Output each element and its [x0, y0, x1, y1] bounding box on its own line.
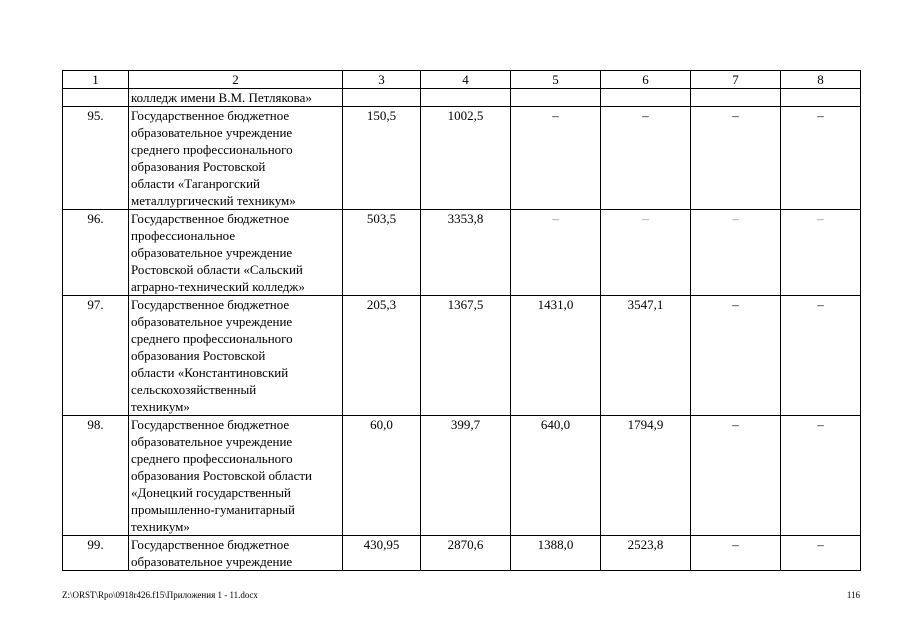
col6-value: – [601, 107, 691, 210]
col4-value: 1367,5 [421, 296, 511, 416]
col3-value: 430,95 [343, 536, 421, 571]
col7-value: – [691, 536, 781, 571]
col7-value: – [691, 416, 781, 536]
institution-name: Государственное бюджетное образовательное учреждение среднего профессионального образования Ростовской области «Таганрогский металлургический техникум» [129, 107, 343, 210]
header-cell: 8 [781, 71, 861, 89]
row-number: 95. [63, 107, 129, 210]
page-number: 116 [846, 590, 860, 600]
header-cell: 5 [511, 71, 601, 89]
header-cell: 2 [129, 71, 343, 89]
col5-value: – [511, 210, 601, 296]
row-number: 98. [63, 416, 129, 536]
file-path: Z:\ORST\Rpo\0918r426.f15\Приложения 1 - 11.docx [62, 590, 258, 600]
col7-value: – [691, 107, 781, 210]
header-cell: 7 [691, 71, 781, 89]
col5-value: – [511, 107, 601, 210]
col3-value: 60,0 [343, 416, 421, 536]
row-number: 97. [63, 296, 129, 416]
table-row [63, 416, 861, 536]
institution-name: Государственное бюджетное профессиональное образовательное учреждение Ростовской области «Сальский аграрно-технический колледж» [129, 210, 343, 296]
col3-value: 150,5 [343, 107, 421, 210]
col6-value: 2523,8 [601, 536, 691, 571]
col3-value: 503,5 [343, 210, 421, 296]
col4-value: 399,7 [421, 416, 511, 536]
row-number: 99. [63, 536, 129, 571]
row-number: 96. [63, 210, 129, 296]
appendix-table [62, 70, 861, 571]
institution-name: Государственное бюджетное образовательное учреждение среднего профессионального образования Ростовской области «Донецкий государственный промышленно-гуманитарный техникум» [129, 416, 343, 536]
header-cell: 3 [343, 71, 421, 89]
col4-value: 3353,8 [421, 210, 511, 296]
table-row [63, 107, 861, 210]
table-row [63, 536, 861, 571]
table-row [63, 210, 861, 296]
col4-value: 2870,6 [421, 536, 511, 571]
col7-value: – [691, 210, 781, 296]
institution-name: Государственное бюджетное образовательное учреждение [129, 536, 343, 571]
col8-value: – [781, 296, 861, 416]
col7-value: – [691, 296, 781, 416]
continuation-row [63, 89, 861, 107]
header-cell: 4 [421, 71, 511, 89]
header-row [63, 71, 861, 89]
institution-name: Государственное бюджетное образовательное учреждение среднего профессионального образования Ростовской области «Константиновский сельскохозяйственный техникум» [129, 296, 343, 416]
col8-value: – [781, 416, 861, 536]
col6-value: – [601, 210, 691, 296]
col3-value: 205,3 [343, 296, 421, 416]
col5-value: 640,0 [511, 416, 601, 536]
col6-value: 1794,9 [601, 416, 691, 536]
col5-value: 1431,0 [511, 296, 601, 416]
col8-value: – [781, 210, 861, 296]
header-cell: 1 [63, 71, 129, 89]
col6-value: 3547,1 [601, 296, 691, 416]
col5-value: 1388,0 [511, 536, 601, 571]
table-row [63, 296, 861, 416]
col4-value: 1002,5 [421, 107, 511, 210]
header-cell: 6 [601, 71, 691, 89]
col8-value: – [781, 107, 861, 210]
col8-value: – [781, 536, 861, 571]
continuation-text: колледж имени В.М. Петлякова» [129, 89, 343, 107]
